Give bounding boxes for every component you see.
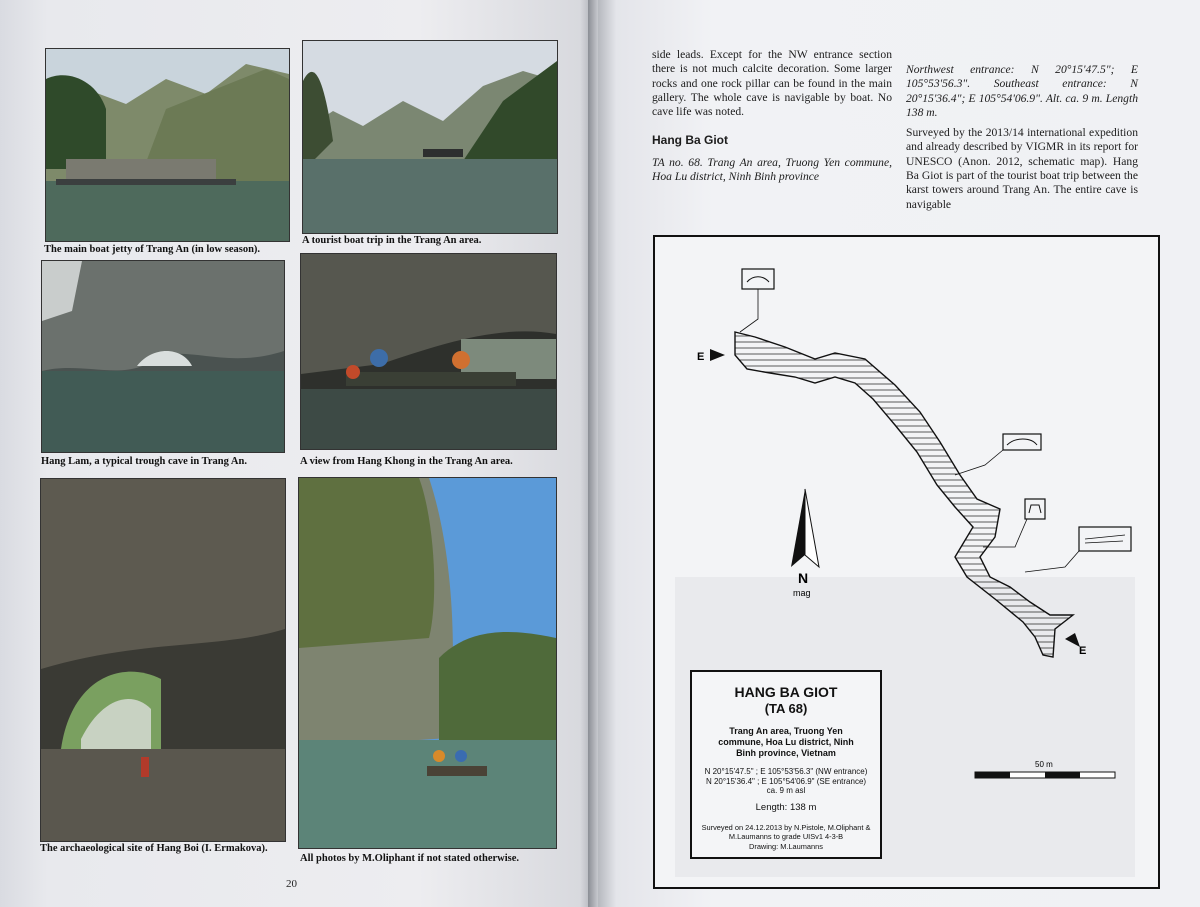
photo-hang-lam	[41, 260, 285, 453]
photo-hang-khong-view	[300, 253, 557, 450]
photo-boat-jetty	[45, 48, 290, 242]
cross-section-box-1	[742, 269, 774, 289]
map-length: Length: 138 m	[755, 801, 817, 813]
north-label: N	[798, 570, 809, 586]
book-spine	[588, 0, 598, 907]
nw-entrance-arrow	[710, 349, 725, 361]
caption-tourist-boat-trip: A tourist boat trip in the Trang An area.	[302, 235, 482, 246]
scale-bar	[975, 772, 1115, 778]
caption-photo-credit: All photos by M.Oliphant if not stated otherwise.	[300, 853, 520, 864]
map-code: (TA 68)	[764, 701, 808, 716]
cross-section-box-2	[1003, 434, 1041, 450]
entrance-label-nw: E	[697, 351, 705, 363]
photo-tourist-boat-trip	[302, 40, 558, 234]
caption-hang-boi: The archaeological site of Hang Boi (I. Ermakova).	[40, 843, 268, 854]
map-surveyed: Surveyed on 24.12.2013 by N.Pistole, M.Oliphant & M.Laumanns to grade UISv1 4-3-B	[701, 822, 871, 841]
page-number: 20	[286, 878, 297, 890]
map-coords-se: N 20°15'36.4" ; E 105°54'06.9" (SE entrance)	[705, 776, 867, 786]
text-column-2	[906, 63, 1138, 218]
survey-history-paragraph: Surveyed by the 2013/14 international expedition and already described by VIGMR in its report for UNESCO (Anon. 2012, schematic map). Hang Ba Giot is part of the tourist boat trip between the karst towers around Trang An. The entire cave is navigable	[906, 126, 1138, 211]
entrance-coordinates-text: Northwest entrance: N 20°15'47.5"; E 105°53'56.3". Southeast entrance: N 20°15'36.4"; E 105°54'06.9". Alt. ca. 9 m. Length 138 m.	[906, 63, 1138, 119]
north-arrow-dark	[791, 489, 805, 567]
section-heading: Hang Ba Giot	[652, 133, 729, 148]
map-location: Trang An area, Truong Yen commune, Hoa Lu district, Ninh Binh province, Vietnam	[718, 726, 854, 758]
map-drawing-credit: Drawing: M.Laumanns	[749, 841, 823, 851]
caption-hang-lam: Hang Lam, a typical trough cave in Trang An.	[41, 456, 247, 467]
caption-boat-jetty: The main boat jetty of Trang An (in low season).	[44, 244, 261, 255]
caption-hang-khong-view: A view from Hang Khong in the Trang An area.	[300, 456, 513, 467]
entrance-label-se: E	[1079, 645, 1087, 657]
text-column-1	[652, 48, 892, 190]
map-coords-nw: N 20°15'47.5" ; E 105°53'56.3" (NW entrance)	[704, 767, 868, 776]
photo-hang-boi	[40, 478, 286, 842]
cave-description-paragraph: side leads. Except for the NW entrance section there is not much calcite decoration. Some larger rocks and one rock pillar can be found in the main gallery. The whole cave is navigable by boat. No cave life was noted.	[652, 48, 892, 119]
photo-karst-tower-boat	[298, 477, 557, 849]
map-title: HANG BA GIOT	[734, 684, 838, 700]
cave-location-text: TA no. 68. Trang An area, Truong Yen commune, Hoa Lu district, Ninh Binh province	[652, 155, 892, 184]
north-magnetic-label: mag	[793, 588, 811, 598]
map-altitude: ca. 9 m asl	[766, 786, 806, 795]
north-arrow-light	[805, 489, 819, 567]
scale-label: 50 m	[1035, 760, 1053, 769]
map-title-box	[690, 670, 882, 859]
cross-section-box-3	[1025, 499, 1045, 519]
